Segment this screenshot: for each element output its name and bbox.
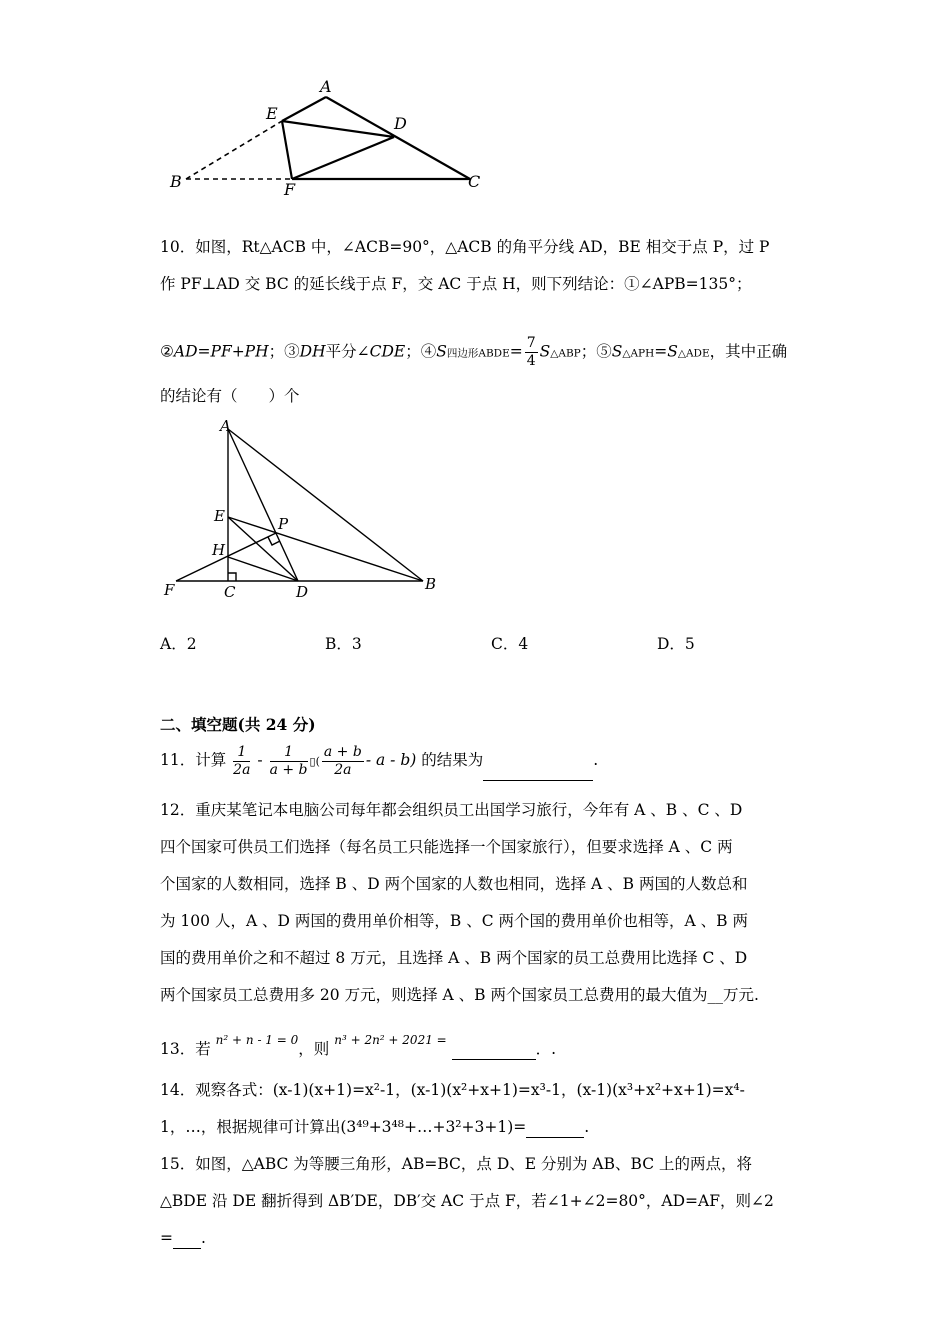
q10-line3: ②AD=PF+PH；③DH平分∠CDE；④S四边形ABDE= $\frac{7}{4}$ S△ABP；⑤S△APH=S△ADE，其中正确	[160, 335, 788, 369]
fraction-7-4: $\frac{7}{4}$	[526, 335, 536, 369]
q11-answer-blank[interactable]	[483, 740, 593, 781]
option-c[interactable]: C．4	[491, 635, 529, 653]
option-b[interactable]: B．3	[325, 635, 362, 653]
option-a[interactable]: A．2	[160, 635, 197, 653]
q15-line3: = .	[160, 1229, 206, 1247]
q13-answer-blank[interactable]	[452, 1039, 536, 1060]
label-H: H	[212, 541, 226, 559]
q14-line1: 14．观察各式：(x-1)(x+1)=x²-1，(x-1)(x²+x+1)=x³-1，(x-1)(x³+x²+x+1)=x⁴-	[160, 1081, 745, 1099]
label-F: F	[284, 180, 296, 199]
label-E: E	[214, 507, 225, 525]
q12-line4: 为 100 人，A 、D 两国的费用单价相等，B 、C 两个国的费用单价也相等，A 、B 两	[160, 912, 748, 930]
fraction-1-2a: $\frac{1}{2a}$	[233, 743, 251, 778]
section-heading: 二、填空题(共 24 分)	[160, 715, 316, 734]
q15-line2: △BDE 沿 DE 翻折得到 ΔB′DE，DB′交 AC 于点 F，若∠1+∠2=80°，AD=AF，则∠2	[160, 1192, 774, 1210]
label-D: D	[394, 114, 407, 133]
q12-line3: 个国家的人数相同，选择 B 、D 两个国家的人数也相同，选择 A 、B 两国的人数总和	[160, 875, 748, 893]
q14-line2: 1，…，根据规律可计算出(3⁴⁹+3⁴⁸+…+3²+3+1)= .	[160, 1118, 590, 1136]
q12-line2: 四个国家可供员工们选择（每名员工只能选择一个国家旅行），但要求选择 A 、C 两	[160, 838, 733, 856]
fraction-ab-2a: $\frac{a + b}{2a}$	[323, 743, 362, 778]
q10-line2: 作 PF⊥AD 交 BC 的延长线于点 F，交 AC 于点 H，则下列结论：①∠APB=135°；	[160, 275, 752, 293]
q15-line1: 15．如图，△ABC 为等腰三角形，AB=BC，点 D、E 分别为 AB、BC 上的两点，将	[160, 1155, 752, 1173]
label-P: P	[278, 515, 289, 533]
figure-right-triangle	[158, 415, 453, 605]
label-A: A	[220, 417, 231, 435]
label-C: C	[224, 583, 236, 601]
label-E: E	[266, 104, 278, 123]
label-D: D	[296, 583, 309, 601]
q12-line6: 两个国家员工总费用多 20 万元，则选择 A 、B 两个国家员工总费用的最大值为__万元.	[160, 986, 759, 1004]
q13: 13．若 $^{n^2 + n - 1 = 0}$，则 $^{n^3 + 2n^2 + 2021 =}$ ．.	[160, 1033, 557, 1058]
fraction-1-ab: $\frac{1}{a + b}$	[269, 743, 308, 778]
q12-line1: 12．重庆某笔记本电脑公司每年都会组织员工出国学习旅行，今年有 A 、B 、C 、D	[160, 801, 743, 819]
q15-answer-blank[interactable]	[173, 1228, 201, 1249]
label-B: B	[425, 575, 437, 593]
option-d[interactable]: D．5	[657, 635, 695, 653]
q11: 11．计算 $\frac{1}{2a}$ - $\frac{1}{a + b}$ ▯( $\frac{a + b}{2a}$ - a - b) 的结果为 .	[160, 740, 598, 782]
q14-answer-blank[interactable]	[526, 1117, 584, 1138]
label-F: F	[164, 581, 175, 599]
figure-triangle-top	[160, 75, 500, 200]
label-B: B	[170, 172, 182, 191]
q12-line5: 国的费用单价之和不超过 8 万元，且选择 A 、B 两个国家的员工总费用比选择 C 、D	[160, 949, 748, 967]
q10-line4: 的结论有（ ）个	[160, 387, 300, 405]
q10-line1: 10．如图，Rt△ACB 中，∠ACB=90°，△ACB 的角平分线 AD，BE 相交于点 P，过 P	[160, 238, 770, 256]
label-A: A	[320, 77, 332, 96]
label-C: C	[468, 172, 481, 191]
